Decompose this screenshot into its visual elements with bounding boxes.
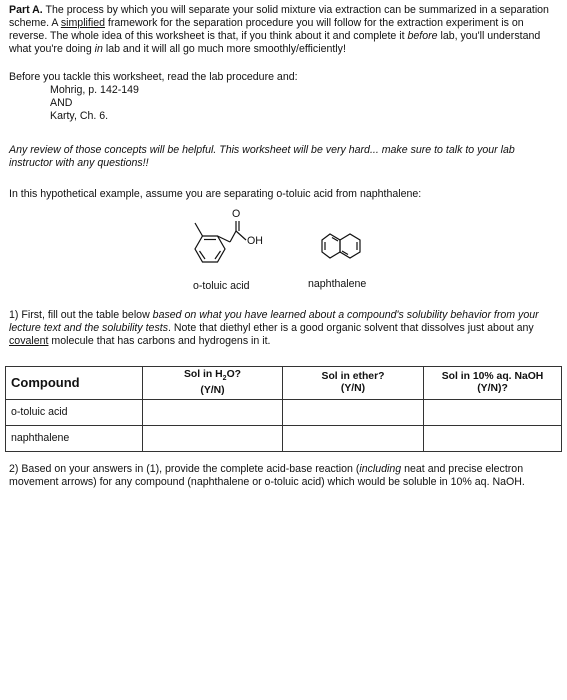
review-note: Any review of those concepts will be helpful. This worksheet will be very hard... make sure to talk to your lab instructor with any questions!! (9, 144, 515, 169)
answer-cell-ether[interactable] (283, 426, 424, 452)
o-toluic-acid-structure (195, 221, 246, 262)
o-toluic-acid-label: o-toluic acid (193, 280, 250, 292)
reading-list (9, 71, 557, 123)
answer-cell-water[interactable] (143, 400, 283, 426)
header-sol-naoh: Sol in 10% aq. NaOH (Y/N)? (424, 367, 562, 400)
part-a-label: Part A. (9, 4, 43, 16)
table-header-row (6, 367, 562, 400)
reading-mohrig: Mohrig, p. 142-149 (50, 84, 139, 96)
answer-cell-naoh[interactable] (424, 426, 562, 452)
row-label-naphthalene: naphthalene (6, 426, 143, 452)
reading-and: AND (50, 97, 73, 109)
naphthalene-label: naphthalene (308, 278, 367, 290)
question-1: 1) First, fill out the table below based on what you have learned about a compound's solubility behavior from your lecture text and the solubility tests. Note that diethyl ether is a good organic solvent that dissolves just about any covalent molecule that has carbons and hydrogens in it. (9, 309, 539, 347)
answer-cell-water[interactable] (143, 426, 283, 452)
covalent-word: covalent (9, 335, 49, 347)
answer-cell-ether[interactable] (283, 400, 424, 426)
simplified-word: simplified (60, 17, 105, 29)
reading-karty: Karty, Ch. 6. (50, 110, 109, 122)
header-sol-water: Sol in $H_2O$? (Y/N) (143, 367, 283, 400)
reading-intro: Before you tackle this worksheet, read the lab procedure and: (9, 71, 298, 83)
table-row (6, 426, 562, 452)
header-compound: Compound (6, 367, 143, 400)
chemical-structures (180, 208, 420, 297)
part-a-paragraph: Part A. The process by which you will separate your solid mixture via extraction can be summarized in a separation scheme. A simplified framework for the separation procedure you will follow for the extraction experiment is on reverse. The whole idea of this worksheet is that, if you think about it and complete it before lab, you'll understand what you're doing in lab and it will all go much more smoothly/efficiently! (9, 4, 549, 55)
answer-cell-naoh[interactable] (424, 400, 562, 426)
example-intro: In this hypothetical example, assume you are separating o-toluic acid from naphthalene: (9, 188, 422, 200)
hydroxyl-label: OH (247, 235, 263, 247)
header-sol-ether: Sol in ether? (Y/N) (283, 367, 424, 400)
question-2: 2) Based on your answers in (1), provide the complete acid-base reaction (including neat and precise electron movement arrows) for any compound (naphthalene or o-toluic acid) which would be soluble in 10% aq. NaOH. (9, 463, 525, 488)
solubility-table (5, 366, 562, 452)
carbonyl-oxygen-label: O (232, 208, 241, 220)
naphthalene-structure (322, 234, 360, 258)
table-row (6, 400, 562, 426)
row-label-o-toluic-acid: o-toluic acid (6, 400, 143, 426)
